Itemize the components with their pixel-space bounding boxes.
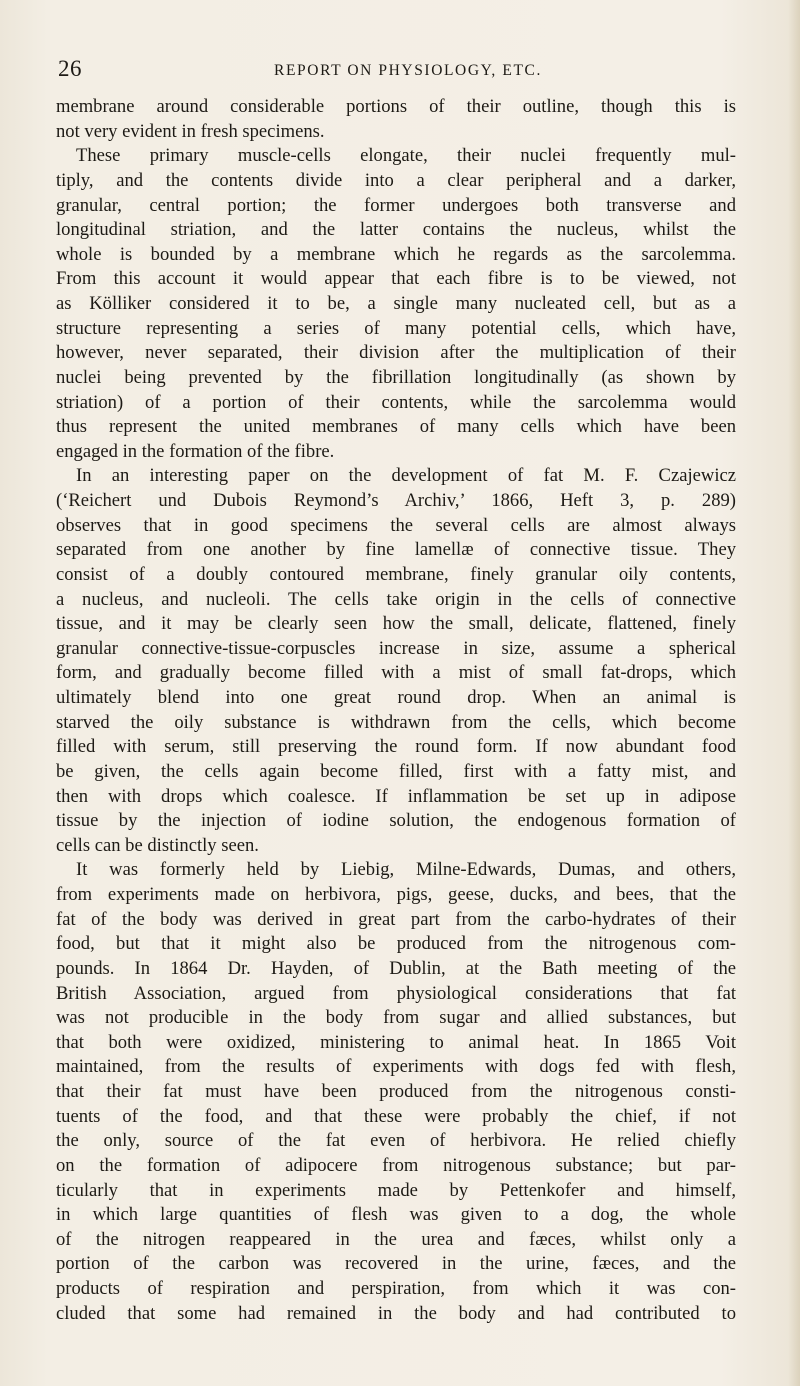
text-line: It was formerly held by Liebig, Milne-Edwards, Dumas, and others, bbox=[76, 859, 736, 881]
text-line: not very evident in fresh specimens. bbox=[56, 120, 325, 142]
text-line: ticularly that in experiments made by Pettenkofer and himself, bbox=[56, 1179, 736, 1201]
text-line: was not producible in the body from sugar and allied substances, but bbox=[56, 1007, 736, 1029]
text-line: portion of the carbon was recovered in the urine, fæces, and the bbox=[56, 1253, 736, 1275]
text-line: structure representing a series of many potential cells, which have, bbox=[56, 317, 736, 339]
text-line: cluded that some had remained in the body and had contributed to bbox=[56, 1302, 736, 1324]
text-line: pounds. In 1864 Dr. Hayden, of Dublin, at the Bath meeting of the bbox=[56, 957, 736, 979]
paragraph bbox=[56, 144, 736, 464]
text-line: form, and gradually become filled with a mist of small fat-drops, which bbox=[56, 662, 736, 684]
page-header bbox=[58, 56, 738, 90]
text-line: striation) of a portion of their contents, while the sarcolemma would bbox=[56, 391, 736, 413]
text-line: membrane around considerable portions of their outline, though this is bbox=[56, 96, 736, 117]
text-line: tissue, and it may be clearly seen how the small, delicate, flattened, finely bbox=[56, 613, 736, 635]
text-line: In an interesting paper on the development of fat M. F. Czajewicz bbox=[76, 465, 736, 487]
text-line: products of respiration and perspiration, from which it was con- bbox=[56, 1278, 736, 1299]
paragraph bbox=[56, 858, 736, 1326]
page-edge-shadow bbox=[788, 0, 800, 1386]
text-line: from experiments made on herbivora, pigs, geese, ducks, and bees, that the bbox=[56, 884, 736, 905]
text-line: thus represent the united membranes of many cells which have been bbox=[56, 416, 736, 438]
text-line: filled with serum, still preserving the round form. If now abundant food bbox=[56, 736, 736, 758]
text-line: a nucleus, and nucleoli. The cells take origin in the cells of connective bbox=[56, 588, 736, 610]
text-line: that their fat must have been produced from the nitrogenous consti- bbox=[56, 1081, 736, 1102]
text-line: longitudinal striation, and the latter contains the nucleus, whilst the bbox=[56, 219, 736, 241]
text-line: separated from one another by fine lamellæ of connective tissue. They bbox=[56, 539, 736, 561]
paragraph bbox=[56, 464, 736, 858]
text-line: on the formation of adipocere from nitrogenous substance; but par- bbox=[56, 1154, 736, 1176]
text-line: tissue by the injection of iodine solution, the endogenous formation of bbox=[56, 810, 736, 832]
text-line: nuclei being prevented by the fibrillation longitudinally (as shown by bbox=[56, 366, 736, 388]
text-line: whole is bounded by a membrane which he regards as the sarcolemma. bbox=[56, 243, 736, 265]
text-line: (‘Reichert und Dubois Reymond’s Archiv,’ 1866, Heft 3, p. 289) bbox=[56, 490, 736, 511]
running-head: REPORT ON PHYSIOLOGY, ETC. bbox=[274, 62, 542, 79]
text-line: be given, the cells again become filled, first with a fatty mist, and bbox=[56, 760, 736, 782]
text-line: tuents of the food, and that these were probably the chief, if not bbox=[56, 1105, 736, 1127]
text-line: cells can be distinctly seen. bbox=[56, 834, 259, 856]
text-line: These primary muscle-cells elongate, their nuclei frequently mul- bbox=[76, 145, 736, 167]
text-line: tiply, and the contents divide into a clear peripheral and a darker, bbox=[56, 169, 736, 191]
text-line: the only, source of the fat even of herbivora. He relied chiefly bbox=[56, 1130, 736, 1152]
text-line: as Kölliker considered it to be, a single many nucleated cell, but as a bbox=[56, 293, 736, 314]
text-line: granular, central portion; the former undergoes both transverse and bbox=[56, 194, 736, 216]
text-line: maintained, from the results of experiments with dogs fed with flesh, bbox=[56, 1056, 736, 1078]
text-line: of the nitrogen reappeared in the urea and fæces, whilst only a bbox=[56, 1228, 736, 1250]
text-line: in which large quantities of flesh was given to a dog, the whole bbox=[56, 1204, 736, 1226]
text-line: then with drops which coalesce. If inflammation be set up in adipose bbox=[56, 785, 736, 807]
text-line: consist of a doubly contoured membrane, finely granular oily contents, bbox=[56, 563, 736, 585]
text-line: starved the oily substance is withdrawn from the cells, which become bbox=[56, 711, 736, 733]
text-line: however, never separated, their division after the multiplication of their bbox=[56, 342, 736, 364]
text-line: ultimately blend into one great round drop. When an animal is bbox=[56, 687, 736, 708]
text-line: British Association, argued from physiological considerations that fat bbox=[56, 982, 736, 1004]
text-line: engaged in the formation of the fibre. bbox=[56, 440, 335, 462]
text-line: From this account it would appear that each fibre is to be viewed, not bbox=[56, 268, 736, 290]
text-line: observes that in good specimens the several cells are almost always bbox=[56, 514, 736, 536]
text-line: food, but that it might also be produced from the nitrogenous com- bbox=[56, 933, 736, 955]
text-line: fat of the body was derived in great part from the carbo-hydrates of their bbox=[56, 908, 736, 930]
paragraph bbox=[56, 95, 736, 144]
text-line: that both were oxidized, ministering to animal heat. In 1865 Voit bbox=[56, 1031, 736, 1053]
text-line: granular connective-tissue-corpuscles increase in size, assume a spherical bbox=[56, 637, 736, 659]
page-number: 26 bbox=[58, 56, 82, 81]
body-text bbox=[56, 95, 736, 1326]
